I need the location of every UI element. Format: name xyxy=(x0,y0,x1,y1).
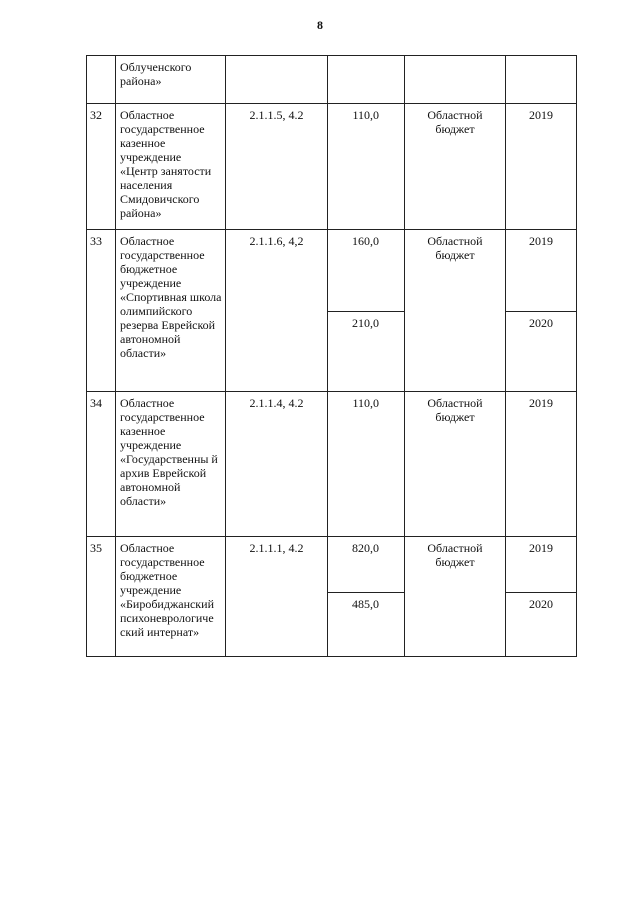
table-row xyxy=(87,230,577,312)
year: 2020 xyxy=(506,593,577,657)
funding-source: Областной бюджет xyxy=(405,104,506,230)
amount xyxy=(328,56,405,104)
measure-code xyxy=(226,56,328,104)
row-number: 32 xyxy=(87,104,116,230)
table-row xyxy=(87,56,577,104)
year xyxy=(506,56,577,104)
row-number xyxy=(87,56,116,104)
table-row xyxy=(87,537,577,593)
table-row xyxy=(87,104,577,230)
amount: 110,0 xyxy=(328,104,405,230)
year: 2019 xyxy=(506,392,577,537)
measure-code: 2.1.1.1, 4.2 xyxy=(226,537,328,657)
year: 2019 xyxy=(506,537,577,593)
row-number: 34 xyxy=(87,392,116,537)
institution-name: Областное государственное бюджетное учреждение «Биробиджанский психоневрологиче ский интернат» xyxy=(116,537,226,657)
measure-code: 2.1.1.5, 4.2 xyxy=(226,104,328,230)
page-number: 8 xyxy=(317,18,323,32)
institution-name: Областное государственное бюджетное учреждение «Спортивная школа олимпийского резерва Еврейской автономной области» xyxy=(116,230,226,392)
institution-name: Облученского района» xyxy=(116,56,226,104)
amount: 160,0 xyxy=(328,230,405,312)
table-row xyxy=(87,392,577,537)
budget-table xyxy=(86,55,577,657)
amount: 110,0 xyxy=(328,392,405,537)
row-number: 33 xyxy=(87,230,116,392)
institution-name: Областное государственное казенное учреждение «Государственны й архив Еврейской автономной области» xyxy=(116,392,226,537)
funding-source: Областной бюджет xyxy=(405,392,506,537)
amount: 210,0 xyxy=(328,312,405,392)
funding-source xyxy=(405,56,506,104)
funding-source: Областной бюджет xyxy=(405,537,506,657)
row-number: 35 xyxy=(87,537,116,657)
institution-name: Областное государственное казенное учреждение «Центр занятости населения Смидовичского района» xyxy=(116,104,226,230)
amount: 485,0 xyxy=(328,593,405,657)
measure-code: 2.1.1.6, 4,2 xyxy=(226,230,328,392)
funding-source: Областной бюджет xyxy=(405,230,506,392)
year: 2019 xyxy=(506,230,577,312)
measure-code: 2.1.1.4, 4.2 xyxy=(226,392,328,537)
year: 2020 xyxy=(506,312,577,392)
year: 2019 xyxy=(506,104,577,230)
amount: 820,0 xyxy=(328,537,405,593)
